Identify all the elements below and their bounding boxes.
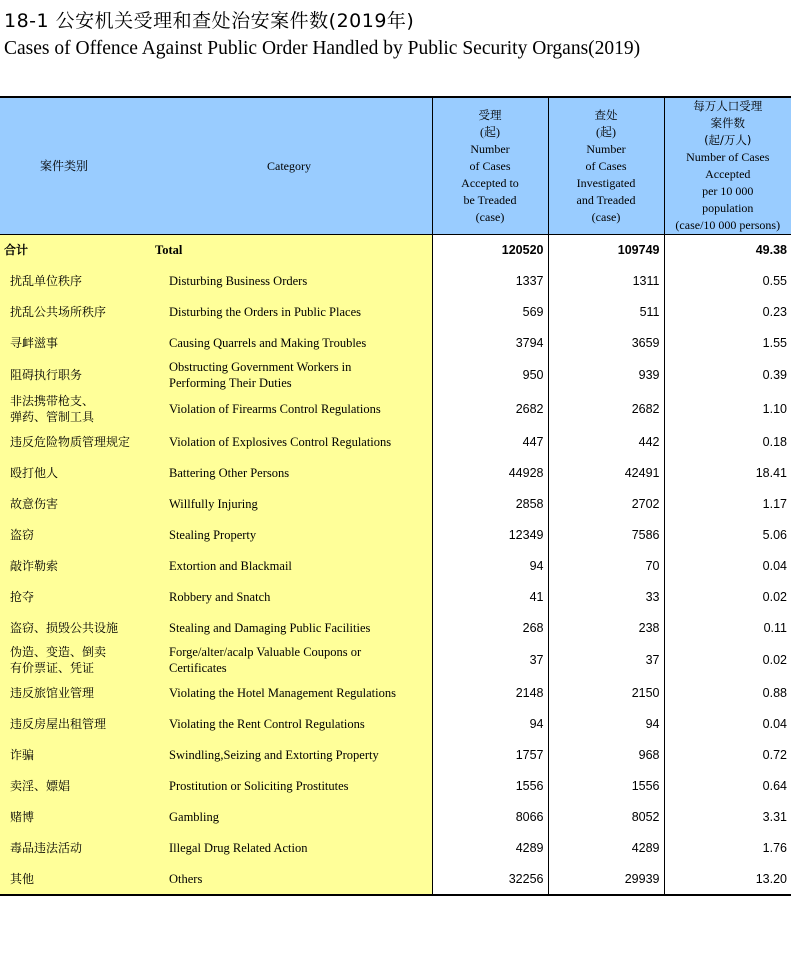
category-en-cell <box>155 457 432 488</box>
investigated-cell: 70 <box>548 550 664 581</box>
category-en-cell <box>155 770 432 801</box>
table-row <box>0 832 791 863</box>
per-10000-cell: 0.02 <box>664 643 791 677</box>
investigated-cell: 4289 <box>548 832 664 863</box>
table-row <box>0 358 791 392</box>
accepted-cell: 1556 <box>432 770 548 801</box>
accepted-cell: 447 <box>432 426 548 457</box>
category-cn-cell <box>0 832 155 863</box>
category-cn-cell-line: 违反危险物质管理规定 <box>10 434 131 449</box>
investigated-cell: 2682 <box>548 392 664 426</box>
table-row <box>0 519 791 550</box>
investigated-cell: 42491 <box>548 457 664 488</box>
category-en-cell-line: Others <box>169 871 203 886</box>
category-en-cell-line: Forge/alter/acalp Valuable Coupons or <box>169 645 362 659</box>
category-en-cell <box>155 801 432 832</box>
investigated-cell: 8052 <box>548 801 664 832</box>
category-en-cell-line: Total <box>155 243 183 257</box>
per-10000-cell: 0.11 <box>664 612 791 643</box>
page-title-en: Cases of Offence Against Public Order Handled by Public Security Organs(2019) <box>4 38 641 59</box>
category-cn-cell <box>0 581 155 612</box>
accepted-cell: 1337 <box>432 265 548 296</box>
header-line: Accepted to <box>461 175 519 190</box>
investigated-cell: 1556 <box>548 770 664 801</box>
category-cn-cell <box>0 801 155 832</box>
header-line: Number <box>470 141 510 156</box>
category-en-cell-line: Robbery and Snatch <box>169 589 271 604</box>
category-cn-cell-line: 合计 <box>4 243 29 257</box>
header-line: per 10 000 <box>702 184 754 198</box>
investigated-cell: 7586 <box>548 519 664 550</box>
category-cn-cell <box>0 265 155 296</box>
table-row <box>0 708 791 739</box>
category-en-cell-line: Violating the Hotel Management Regulations <box>169 685 396 700</box>
header-category-en: Category <box>155 97 432 235</box>
table-row <box>0 643 791 677</box>
category-cn-cell <box>0 519 155 550</box>
category-en-cell <box>155 832 432 863</box>
accepted-cell: 37 <box>432 643 548 677</box>
table-row <box>0 677 791 708</box>
header-line: (起) <box>480 124 500 139</box>
table-row <box>0 457 791 488</box>
per-10000-cell: 0.18 <box>664 426 791 457</box>
per-10000-cell: 0.55 <box>664 265 791 296</box>
category-cn-cell-line: 盗窃 <box>10 527 35 542</box>
category-cn-cell <box>0 770 155 801</box>
category-cn-cell <box>0 426 155 457</box>
accepted-cell: 1757 <box>432 739 548 770</box>
investigated-cell: 238 <box>548 612 664 643</box>
accepted-cell: 950 <box>432 358 548 392</box>
header-line: and Treaded <box>576 192 636 207</box>
per-10000-cell: 18.41 <box>664 457 791 488</box>
accepted-cell: 8066 <box>432 801 548 832</box>
header-line: 受理 <box>478 107 502 122</box>
header-line: Number of Cases <box>686 150 770 164</box>
per-10000-cell: 0.04 <box>664 708 791 739</box>
category-cn-cell-line: 毒品违法活动 <box>10 840 83 855</box>
category-cn-cell-line: 敲诈勒索 <box>10 558 59 573</box>
table-row <box>0 612 791 643</box>
category-en-cell-line: Battering Other Persons <box>169 465 290 480</box>
category-en-cell-line: Obstructing Government Workers in <box>169 360 352 374</box>
accepted-cell: 41 <box>432 581 548 612</box>
header-per-10000 <box>664 97 791 235</box>
per-10000-cell: 0.88 <box>664 677 791 708</box>
table-row <box>0 770 791 801</box>
header-line: Accepted <box>705 167 751 181</box>
header-accepted <box>432 97 548 235</box>
investigated-cell: 511 <box>548 296 664 327</box>
category-cn-cell-line: 有价票证、凭证 <box>10 661 95 675</box>
category-en-cell <box>155 863 432 895</box>
category-en-cell <box>155 612 432 643</box>
table-row <box>0 550 791 581</box>
page-title-cn: 18-1 公安机关受理和查处治安案件数(2019年) <box>4 10 415 32</box>
category-cn-cell-line: 卖淫、嫖娼 <box>10 778 71 793</box>
header-line: of Cases <box>585 158 627 173</box>
category-en-cell <box>155 426 432 457</box>
accepted-cell: 32256 <box>432 863 548 895</box>
per-10000-cell: 13.20 <box>664 863 791 895</box>
category-cn-cell-line: 弹药、管制工具 <box>10 410 95 424</box>
per-10000-cell: 1.55 <box>664 327 791 358</box>
category-cn-cell-line: 盗窃、损毁公共设施 <box>10 620 119 635</box>
category-cn-cell-line: 赌博 <box>10 809 35 824</box>
header-category-cn: 案件类别 <box>0 97 155 235</box>
per-10000-cell: 3.31 <box>664 801 791 832</box>
category-cn-cell <box>0 708 155 739</box>
category-en-cell <box>155 519 432 550</box>
investigated-cell: 3659 <box>548 327 664 358</box>
category-en-cell-line: Certificates <box>169 661 227 675</box>
header-line: of Cases <box>469 158 511 173</box>
per-10000-cell: 0.64 <box>664 770 791 801</box>
category-cn-cell-line: 抢夺 <box>10 589 35 604</box>
table-row <box>0 863 791 895</box>
table-row <box>0 426 791 457</box>
category-en-cell-line: Violation of Firearms Control Regulations <box>169 402 381 416</box>
category-cn-cell <box>0 863 155 895</box>
header-line: population <box>702 201 754 215</box>
category-cn-cell <box>0 327 155 358</box>
category-en-cell <box>155 550 432 581</box>
table-row <box>0 739 791 770</box>
table-header-row <box>0 97 791 235</box>
table-row <box>0 392 791 426</box>
category-en-cell <box>155 739 432 770</box>
category-en-cell <box>155 643 432 677</box>
category-cn-cell <box>0 457 155 488</box>
accepted-cell: 3794 <box>432 327 548 358</box>
category-en-cell <box>155 392 432 426</box>
per-10000-cell: 0.72 <box>664 739 791 770</box>
table-row <box>0 265 791 296</box>
table-row <box>0 801 791 832</box>
category-en-cell-line: Extortion and Blackmail <box>169 558 292 573</box>
category-cn-cell <box>0 550 155 581</box>
header-line: Investigated <box>576 175 636 190</box>
category-cn-cell <box>0 392 155 426</box>
category-cn-cell <box>0 488 155 519</box>
category-en-cell-line: Illegal Drug Related Action <box>169 840 308 855</box>
category-en-cell-line: Stealing Property <box>169 527 257 542</box>
category-en-cell-line: Gambling <box>169 809 219 824</box>
category-en-cell-line: Prostitution or Soliciting Prostitutes <box>169 778 349 793</box>
header-investigated <box>548 97 664 235</box>
accepted-cell: 44928 <box>432 457 548 488</box>
category-en-cell-line: Causing Quarrels and Making Troubles <box>169 335 367 350</box>
investigated-cell: 968 <box>548 739 664 770</box>
investigated-cell: 29939 <box>548 863 664 895</box>
per-10000-cell: 1.17 <box>664 488 791 519</box>
category-cn-cell-line: 扰乱公共场所秩序 <box>10 304 107 319</box>
category-cn-cell-line: 阻碍执行职务 <box>10 368 83 382</box>
category-en-cell <box>155 358 432 392</box>
category-en-cell <box>155 235 432 266</box>
accepted-cell: 2858 <box>432 488 548 519</box>
investigated-cell: 37 <box>548 643 664 677</box>
investigated-cell: 442 <box>548 426 664 457</box>
category-en-cell-line: Violation of Explosives Control Regulations <box>169 434 392 449</box>
category-en-cell <box>155 708 432 739</box>
investigated-cell: 94 <box>548 708 664 739</box>
per-10000-cell: 5.06 <box>664 519 791 550</box>
accepted-cell: 94 <box>432 708 548 739</box>
category-en-cell-line: Swindling,Seizing and Extorting Property <box>169 747 379 762</box>
category-en-cell <box>155 296 432 327</box>
header-line: (case) <box>475 209 505 224</box>
category-en-cell-line: Disturbing the Orders in Public Places <box>169 304 361 319</box>
category-en-cell <box>155 327 432 358</box>
accepted-cell: 569 <box>432 296 548 327</box>
category-cn-cell-line: 故意伤害 <box>10 496 59 511</box>
category-cn-cell <box>0 296 155 327</box>
category-cn-cell-line: 其他 <box>10 871 35 886</box>
category-cn-cell-line: 非法携带枪支、 <box>10 394 95 408</box>
statistics-table <box>0 96 791 896</box>
category-cn-cell-line: 殴打他人 <box>10 465 59 480</box>
per-10000-cell: 0.04 <box>664 550 791 581</box>
category-cn-cell-line: 扰乱单位秩序 <box>10 273 83 288</box>
investigated-cell: 109749 <box>548 235 664 266</box>
header-line: Number <box>586 141 626 156</box>
header-line: (case) <box>591 209 621 224</box>
investigated-cell: 33 <box>548 581 664 612</box>
category-cn-cell <box>0 358 155 392</box>
header-line: 查处 <box>594 107 618 122</box>
category-cn-cell-line: 伪造、变造、倒卖 <box>10 645 107 659</box>
category-cn-cell-line: 违反旅馆业管理 <box>10 685 95 700</box>
category-en-cell-line: Stealing and Damaging Public Facilities <box>169 620 371 635</box>
category-en-cell <box>155 677 432 708</box>
accepted-cell: 4289 <box>432 832 548 863</box>
per-10000-cell: 1.10 <box>664 392 791 426</box>
category-cn-cell-line: 违反房屋出租管理 <box>10 716 107 731</box>
per-10000-cell: 0.23 <box>664 296 791 327</box>
accepted-cell: 94 <box>432 550 548 581</box>
header-line: be Treaded <box>463 192 517 207</box>
category-cn-cell-line: 诈骗 <box>10 747 35 762</box>
category-cn-cell <box>0 643 155 677</box>
category-en-cell <box>155 488 432 519</box>
per-10000-cell: 0.02 <box>664 581 791 612</box>
category-cn-cell <box>0 612 155 643</box>
table-row <box>0 296 791 327</box>
category-cn-cell <box>0 739 155 770</box>
header-line: 每万人口受理 <box>693 99 763 113</box>
header-line: (起) <box>596 124 616 139</box>
category-cn-cell <box>0 677 155 708</box>
category-cn-cell-line: 寻衅滋事 <box>10 335 59 350</box>
table-row-total <box>0 235 791 266</box>
investigated-cell: 1311 <box>548 265 664 296</box>
category-en-cell-line: Disturbing Business Orders <box>169 273 308 288</box>
category-cn-cell <box>0 235 155 266</box>
header-line: (case/10 000 persons) <box>675 218 781 232</box>
per-10000-cell: 0.39 <box>664 358 791 392</box>
category-en-cell-line: Performing Their Duties <box>169 376 292 390</box>
investigated-cell: 939 <box>548 358 664 392</box>
investigated-cell: 2150 <box>548 677 664 708</box>
header-line: (起/万人) <box>704 133 752 147</box>
per-10000-cell: 1.76 <box>664 832 791 863</box>
accepted-cell: 12349 <box>432 519 548 550</box>
table-row <box>0 488 791 519</box>
accepted-cell: 2148 <box>432 677 548 708</box>
accepted-cell: 120520 <box>432 235 548 266</box>
category-en-cell <box>155 265 432 296</box>
category-en-cell-line: Violating the Rent Control Regulations <box>169 716 365 731</box>
category-en-cell-line: Willfully Injuring <box>169 496 258 511</box>
category-en-cell <box>155 581 432 612</box>
accepted-cell: 268 <box>432 612 548 643</box>
investigated-cell: 2702 <box>548 488 664 519</box>
table-row <box>0 581 791 612</box>
accepted-cell: 2682 <box>432 392 548 426</box>
table-row <box>0 327 791 358</box>
header-line: 案件数 <box>710 116 745 130</box>
per-10000-cell: 49.38 <box>664 235 791 266</box>
